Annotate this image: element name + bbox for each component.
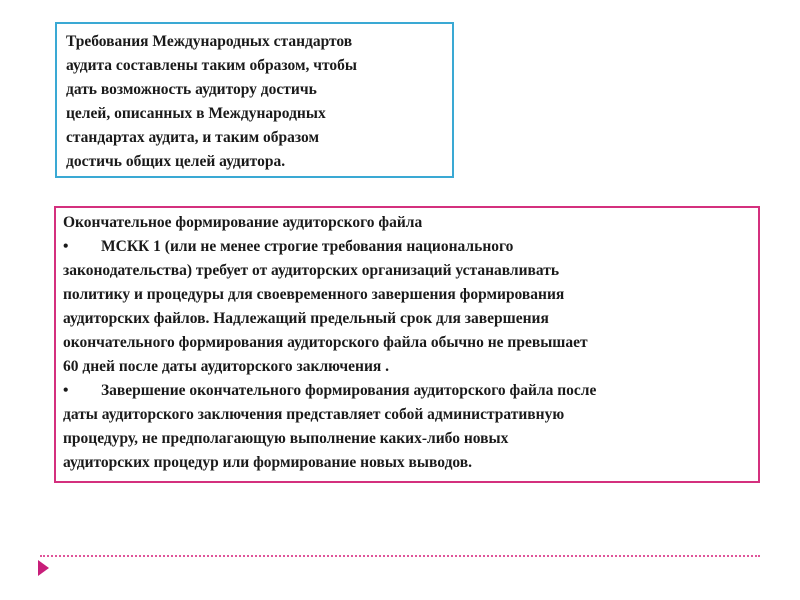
section-heading: Окончательное формирование аудиторского файла (63, 214, 423, 231)
bullet-icon: • (63, 382, 69, 399)
intro-line: достичь общих целей аудитора. (66, 153, 286, 170)
bullet-continuation: даты аудиторского заключения представляет собой административную (63, 406, 565, 423)
intro-line: стандартах аудита, и таким образом (66, 129, 320, 146)
bullet-text: МСКК 1 (или не менее строгие требования национального (101, 238, 514, 255)
bullet-item-2 (63, 379, 750, 403)
bullet-continuation: политику и процедуры для своевременного завершения формирования (63, 286, 565, 303)
bullet-continuation: аудиторских файлов. Надлежащий предельный срок для завершения (63, 310, 549, 327)
bullet-text: Завершение окончательного формирования аудиторского файла после (101, 382, 597, 399)
dotted-divider (40, 555, 760, 557)
intro-line: Требования Международных стандартов (66, 33, 353, 50)
audit-file-text-box (54, 206, 760, 483)
bullet-continuation: законодательства) требует от аудиторских организаций устанавливать (63, 262, 560, 279)
bullet-icon: • (63, 238, 69, 255)
bullet-continuation: окончательного формирования аудиторского файла обычно не превышает (63, 334, 588, 351)
bullet-continuation: процедуру, не предполагающую выполнение каких-либо новых (63, 430, 509, 447)
bullet-continuation: аудиторских процедур или формирование новых выводов. (63, 454, 473, 471)
intro-text-box (55, 22, 454, 178)
triangle-right-icon[interactable] (38, 560, 49, 576)
bullet-continuation: 60 дней после даты аудиторского заключения . (63, 358, 390, 375)
intro-line: дать возможность аудитору достичь (66, 81, 317, 98)
bullet-item-1 (63, 235, 750, 259)
intro-line: целей, описанных в Международных (66, 105, 326, 122)
intro-line: аудита составлены таким образом, чтобы (66, 57, 358, 74)
